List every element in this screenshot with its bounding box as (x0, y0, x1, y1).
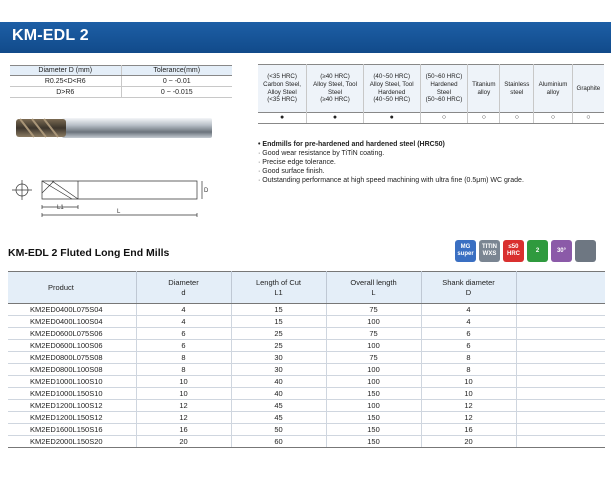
suitability-mark: ○ (534, 113, 573, 124)
table-cell: 150 (326, 424, 421, 436)
table-row (8, 424, 605, 436)
table-cell: 100 (326, 364, 421, 376)
property-badge (479, 240, 500, 262)
material-header-line: Hardened (378, 88, 406, 96)
material-header-line: Aluminium (538, 80, 568, 88)
material-header-line: Alloy Steel, Tool (369, 80, 414, 88)
table-cell: 8 (136, 352, 231, 364)
tolerance-cell: R0.25<D<R6 (10, 76, 121, 87)
page-title: KM-EDL 2 (12, 27, 89, 44)
tool-dimension-drawing (12, 173, 217, 223)
table-row (8, 388, 605, 400)
material-header-line: alloy (546, 88, 560, 96)
table-row (8, 412, 605, 424)
material-header-line: (40~50 HRC) (373, 73, 410, 80)
material-header-line: Titanium (472, 80, 496, 88)
column-header-symbol: L (371, 287, 376, 297)
table-cell-empty (516, 364, 605, 376)
shank-d-label: D (204, 188, 209, 194)
table-cell: 4 (421, 304, 516, 316)
suitability-mark: ○ (468, 113, 500, 124)
table-cell: 8 (136, 364, 231, 376)
suitability-mark: ● (307, 113, 364, 124)
badge-text: TITIN (482, 244, 497, 250)
table-row (8, 316, 605, 328)
table-cell: 25 (231, 328, 326, 340)
column-header-symbol: D (465, 287, 472, 297)
table-cell: 100 (326, 340, 421, 352)
table-row (8, 340, 605, 352)
property-badge (455, 240, 476, 262)
property-badge (527, 240, 548, 262)
table-cell: 16 (421, 424, 516, 436)
feature-headline: Endmills for pre-hardened and hardened steel (HRC50) (262, 141, 445, 148)
table-cell: KM2ED0600L075S06 (8, 328, 136, 340)
table-cell: KM2ED0400L075S04 (8, 304, 136, 316)
table-cell: 100 (326, 376, 421, 388)
column-header (136, 272, 231, 304)
table-cell: 45 (231, 412, 326, 424)
table-cell: KM2ED1200L150S12 (8, 412, 136, 424)
column-header (516, 272, 605, 304)
table-cell: 15 (231, 316, 326, 328)
material-header (258, 65, 307, 113)
material-header-line: (≥40 HRC) (320, 96, 350, 104)
material-header-line: Carbon Steel, (263, 80, 302, 88)
material-header (420, 65, 468, 113)
material-header (534, 65, 573, 113)
table-cell: 30 (231, 352, 326, 364)
table-cell: 12 (136, 400, 231, 412)
material-header (363, 65, 420, 113)
table-cell: 6 (136, 340, 231, 352)
feature-item: · Precise edge tolerance. (258, 159, 336, 166)
table-cell: 16 (136, 424, 231, 436)
material-header-line: Steel (327, 88, 343, 96)
table-row (8, 328, 605, 340)
table-row (10, 87, 232, 98)
table-cell: 30 (231, 364, 326, 376)
material-header-line: Alloy Steel (267, 88, 297, 96)
material-header (500, 65, 534, 113)
property-badge (503, 240, 524, 262)
table-cell-empty (516, 400, 605, 412)
column-header-symbol: d (181, 287, 186, 297)
table-cell: 6 (421, 328, 516, 340)
property-badges (455, 240, 596, 262)
table-cell-empty (516, 352, 605, 364)
table-cell: 50 (231, 424, 326, 436)
table-cell: 10 (421, 388, 516, 400)
table-row (8, 352, 605, 364)
material-header-line: alloy (477, 88, 491, 96)
table-cell: 10 (136, 388, 231, 400)
tolerance-header-diameter: Diameter D (mm) (10, 66, 121, 76)
table-cell: KM2ED0600L100S06 (8, 340, 136, 352)
table-cell: 40 (231, 388, 326, 400)
tolerance-cell: 0 ~ -0.015 (121, 87, 232, 98)
table-cell: 25 (231, 340, 326, 352)
table-cell: KM2ED0800L100S08 (8, 364, 136, 376)
table-cell: 8 (421, 364, 516, 376)
column-header (421, 272, 516, 304)
badge-text: 2 (535, 247, 540, 254)
table-cell: 20 (136, 436, 231, 448)
table-cell: KM2ED1200L100S12 (8, 400, 136, 412)
suitability-mark: ○ (420, 113, 468, 124)
table-row (8, 376, 605, 388)
suitability-mark: ● (363, 113, 420, 124)
table-row (8, 436, 605, 448)
column-header-symbol: L1 (274, 287, 283, 297)
column-header (8, 272, 136, 304)
column-header-label: Product (48, 282, 74, 292)
column-header-label: Length of Cut (255, 277, 302, 287)
table-cell-empty (516, 316, 605, 328)
table-cell: 10 (136, 376, 231, 388)
column-header-label: Diameter (168, 277, 199, 287)
badge-text: super (457, 251, 474, 257)
suitability-mark: ○ (572, 113, 604, 124)
product-table (8, 271, 605, 448)
badge-text: 30° (556, 247, 567, 254)
table-cell: KM2ED1000L150S10 (8, 388, 136, 400)
table-cell: KM2ED0400L100S04 (8, 316, 136, 328)
property-badge (551, 240, 572, 262)
suitability-mark: ● (258, 113, 307, 124)
table-cell: KM2ED1000L100S10 (8, 376, 136, 388)
badge-text: WXS (482, 251, 497, 257)
table-cell: KM2ED1600L150S16 (8, 424, 136, 436)
table-cell: 60 (231, 436, 326, 448)
table-cell-empty (516, 376, 605, 388)
table-cell-empty (516, 388, 605, 400)
badge-text: MG (460, 244, 471, 250)
table-cell: 6 (136, 328, 231, 340)
table-cell: 4 (136, 304, 231, 316)
tool-photo-image (12, 108, 217, 150)
feature-list: • Endmills for pre-hardened and hardened steel (HRC50) · Good wear resistance by TiTiN coating. · Precise edge tolerance. · Good surface finish. · Outstanding performance at high speed machining with ultra fine (0.5μm) WC grade. (258, 140, 604, 185)
material-header-line: Stainless (504, 80, 530, 88)
material-header-line: (<35 HRC) (267, 73, 297, 80)
table-cell: 6 (421, 340, 516, 352)
table-cell-empty (516, 412, 605, 424)
table-cell: 75 (326, 328, 421, 340)
material-header (572, 65, 604, 113)
table-cell: 4 (136, 316, 231, 328)
material-header-line: (50~60 HRC) (425, 96, 463, 104)
table-cell: 150 (326, 436, 421, 448)
table-row (8, 400, 605, 412)
feature-item: · Good wear resistance by TiTiN coating. (258, 150, 385, 157)
table-row (8, 304, 605, 316)
section-title: KM-EDL 2 Fluted Long End Mills (8, 247, 170, 259)
column-header-label: Shank diameter (442, 277, 495, 287)
table-cell: 10 (421, 376, 516, 388)
table-cell: KM2ED2000L150S20 (8, 436, 136, 448)
table-cell: 15 (231, 304, 326, 316)
table-cell: 150 (326, 412, 421, 424)
table-cell-empty (516, 436, 605, 448)
l-label: L (117, 209, 121, 215)
property-badge (575, 240, 596, 262)
feature-item: · Outstanding performance at high speed machining with ultra fine (0.5μm) WC grade. (258, 177, 524, 184)
suitability-mark: ○ (500, 113, 534, 124)
table-cell: 100 (326, 316, 421, 328)
table-cell: 150 (326, 388, 421, 400)
badge-text: ≤50 (508, 244, 519, 250)
table-cell: 4 (421, 316, 516, 328)
tolerance-cell: D>R6 (10, 87, 121, 98)
table-cell-empty (516, 340, 605, 352)
header-bar (0, 22, 611, 53)
table-cell: 75 (326, 304, 421, 316)
material-header-line: Steel (436, 88, 451, 96)
table-row (8, 364, 605, 376)
table-cell: 100 (326, 400, 421, 412)
material-header-line: (40~50 HRC) (373, 96, 410, 104)
table-cell: 12 (136, 412, 231, 424)
table-row (10, 76, 232, 87)
column-header (231, 272, 326, 304)
material-header (468, 65, 500, 113)
material-header-line: Hardened (430, 80, 458, 88)
table-cell: 45 (231, 400, 326, 412)
material-header-line: Graphite (576, 84, 601, 92)
material-header-line: (≥40 HRC) (320, 73, 350, 80)
table-cell-empty (516, 328, 605, 340)
table-cell: KM2ED0800L075S08 (8, 352, 136, 364)
badge-text: HRC (507, 251, 520, 257)
table-cell: 20 (421, 436, 516, 448)
table-cell: 12 (421, 412, 516, 424)
feature-item: · Good surface finish. (258, 168, 325, 175)
table-cell-empty (516, 424, 605, 436)
tolerance-cell: 0 ~ -0.01 (121, 76, 232, 87)
table-cell: 8 (421, 352, 516, 364)
table-cell-empty (516, 304, 605, 316)
material-table (258, 64, 604, 124)
column-header (326, 272, 421, 304)
table-cell: 40 (231, 376, 326, 388)
table-cell: 12 (421, 400, 516, 412)
material-header-line: steel (510, 88, 524, 96)
l1-label: L1 (57, 205, 64, 211)
tolerance-table (10, 65, 232, 98)
material-header-line: (50~60 HRC) (425, 73, 463, 80)
material-header (307, 65, 364, 113)
column-header-label: Overall length (350, 277, 397, 287)
table-cell: 75 (326, 352, 421, 364)
material-header-line: Alloy Steel, Tool (313, 80, 357, 88)
tolerance-header-tolerance: Tolerance(mm) (121, 66, 232, 76)
material-header-line: (<35 HRC) (267, 96, 297, 104)
